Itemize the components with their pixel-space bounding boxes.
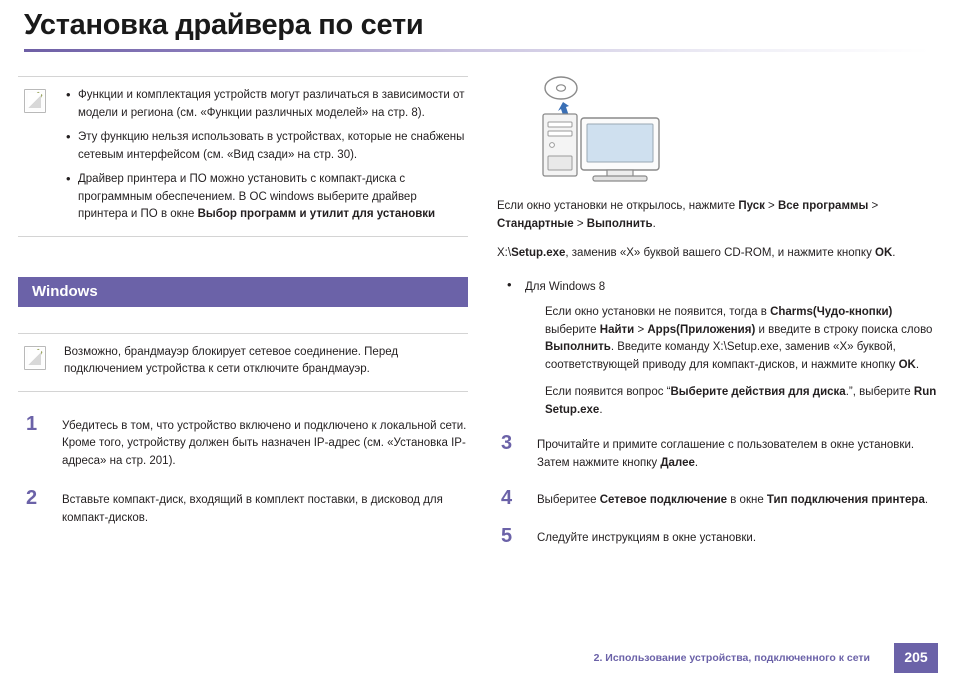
text-run: Если окно установки не открылось, нажмите [497, 200, 739, 212]
page-footer [0, 635, 954, 675]
page-header [24, 6, 930, 50]
text-run: выберите [545, 323, 600, 336]
list-item [497, 487, 937, 510]
text-run: в окне [727, 494, 767, 506]
bold-phrase: Charms(Чудо-кнопки) [770, 306, 893, 318]
cd-insert-into-computer-illustration [519, 76, 719, 188]
bold-phrase: Выбор программ и утилит для установки [197, 208, 436, 220]
note-box-general [18, 76, 468, 237]
bullet-sub-paragraph [525, 384, 937, 419]
text-run: Выберитее [537, 494, 600, 506]
list-item [497, 524, 937, 548]
bold-phrase: Setup.exe [511, 247, 566, 259]
bullet-title: • Для Windows 8 [525, 280, 606, 293]
bullet-windows8 [497, 279, 937, 420]
note-pencil-icon [24, 89, 46, 113]
bold-phrase: Все программы [777, 200, 869, 212]
text-run: > [868, 200, 879, 212]
bullet-sub-paragraph [525, 304, 937, 374]
bold-phrase: Тип подключения принтера [766, 494, 925, 506]
title-divider [24, 49, 930, 52]
text-run: . [652, 217, 656, 230]
text-run: Если окно установки не появится, тогда в [545, 306, 771, 318]
text-run: , заменив «X» буквой вашего CD-ROM, и нажмите кнопку [565, 247, 876, 259]
step-number: 2 [26, 487, 38, 509]
text-run: > [573, 217, 587, 230]
note-text: Возможно, брандмауэр блокирует сетевое соединение. Перед подключением устройства к сети отключите брандмауэр. [64, 345, 399, 375]
step-text: Убедитесь в том, что устройство включено и подключено к локальной сети. Кроме того, устройству должен быть назначен IP-адрес (см. «Установка IP-адреса» на стр. 201). [62, 419, 467, 467]
page-number-badge: 205 [894, 643, 938, 673]
bold-phrase: Найти [599, 323, 635, 336]
text-run: Если появится вопрос “ [545, 386, 671, 398]
bold-phrase: Apps(Приложения) [647, 323, 756, 336]
list-item [18, 412, 468, 471]
step-number: 3 [501, 432, 513, 454]
text-run: . [892, 247, 896, 259]
bold-phrase: Run Setup.exe [545, 386, 937, 416]
bold-phrase: Стандартные [497, 217, 574, 230]
step-number: 5 [501, 524, 513, 547]
left-step-list [18, 412, 468, 528]
note-list [64, 87, 468, 224]
step-text [537, 437, 937, 472]
text-run: > [634, 323, 648, 336]
step-text: Следуйте инструкциям в окне установки. [537, 531, 757, 544]
step-number: 1 [26, 412, 38, 435]
section-heading-windows: Windows [18, 277, 468, 307]
bold-phrase: Выполнить [586, 217, 653, 230]
list-item: • Эту функцию нельзя использовать в устройствах, которые не снабжены сетевым интерфейсом (см. «Вид сзади» на стр. 30). [64, 129, 468, 164]
list-item [18, 487, 468, 527]
right-column [497, 76, 937, 567]
step-text [537, 492, 937, 510]
text-run: . [915, 358, 920, 371]
step-number: 4 [501, 487, 513, 509]
text-run: . [694, 456, 699, 469]
paragraph-open-installer [497, 198, 937, 233]
footer-breadcrumb: 2. Использование устройства, подключенного к сети [593, 652, 870, 664]
paragraph-setup-exe [497, 245, 937, 263]
note-box-firewall [18, 333, 468, 392]
text-run: . Введите команду X:\Setup.exe, заменив «X» буквой, соответствующей приводу для компакт-дисков, и нажмите кнопку [545, 341, 899, 371]
right-step-list [497, 432, 937, 547]
list-item: • Функции и комплектация устройств могут различаться в зависимости от модели и региона (см. «Функции различных моделей» на стр. 8). [64, 87, 468, 122]
bold-phrase: Сетевое подключение [599, 494, 728, 506]
text-run: Прочитайте и примите соглашение с пользователем в окне установки. Затем нажмите кнопку [537, 439, 915, 469]
text-run: .”, выберите [845, 386, 914, 398]
note-pencil-icon [24, 346, 46, 370]
bold-phrase: OK [898, 358, 916, 371]
text-run: . [599, 403, 603, 416]
left-column [18, 76, 468, 549]
bold-phrase: Пуск [738, 200, 765, 212]
list-item [497, 432, 937, 472]
page-title: Установка драйвера по сети [24, 9, 424, 41]
text-run: X:\ [497, 247, 512, 259]
step-text: Вставьте компакт-диск, входящий в комплект поставки, в дисковод для компакт-дисков. [62, 494, 443, 524]
bold-phrase: Выберите действия для диска [670, 386, 846, 398]
text-run: . [924, 494, 929, 506]
bold-phrase: Далее [660, 456, 695, 469]
text-run: и введите в строку поиска слово [755, 323, 933, 336]
bold-phrase: OK [875, 247, 893, 259]
bold-phrase: Выполнить [545, 341, 611, 353]
text-run: > [764, 200, 778, 212]
list-item: • Драйвер принтера и ПО можно установить с компакт-диска с программным обеспечением. В ОС windows выберите драйвер принтера и ПО в окне Выбор программ и утилит для установки [64, 171, 468, 224]
